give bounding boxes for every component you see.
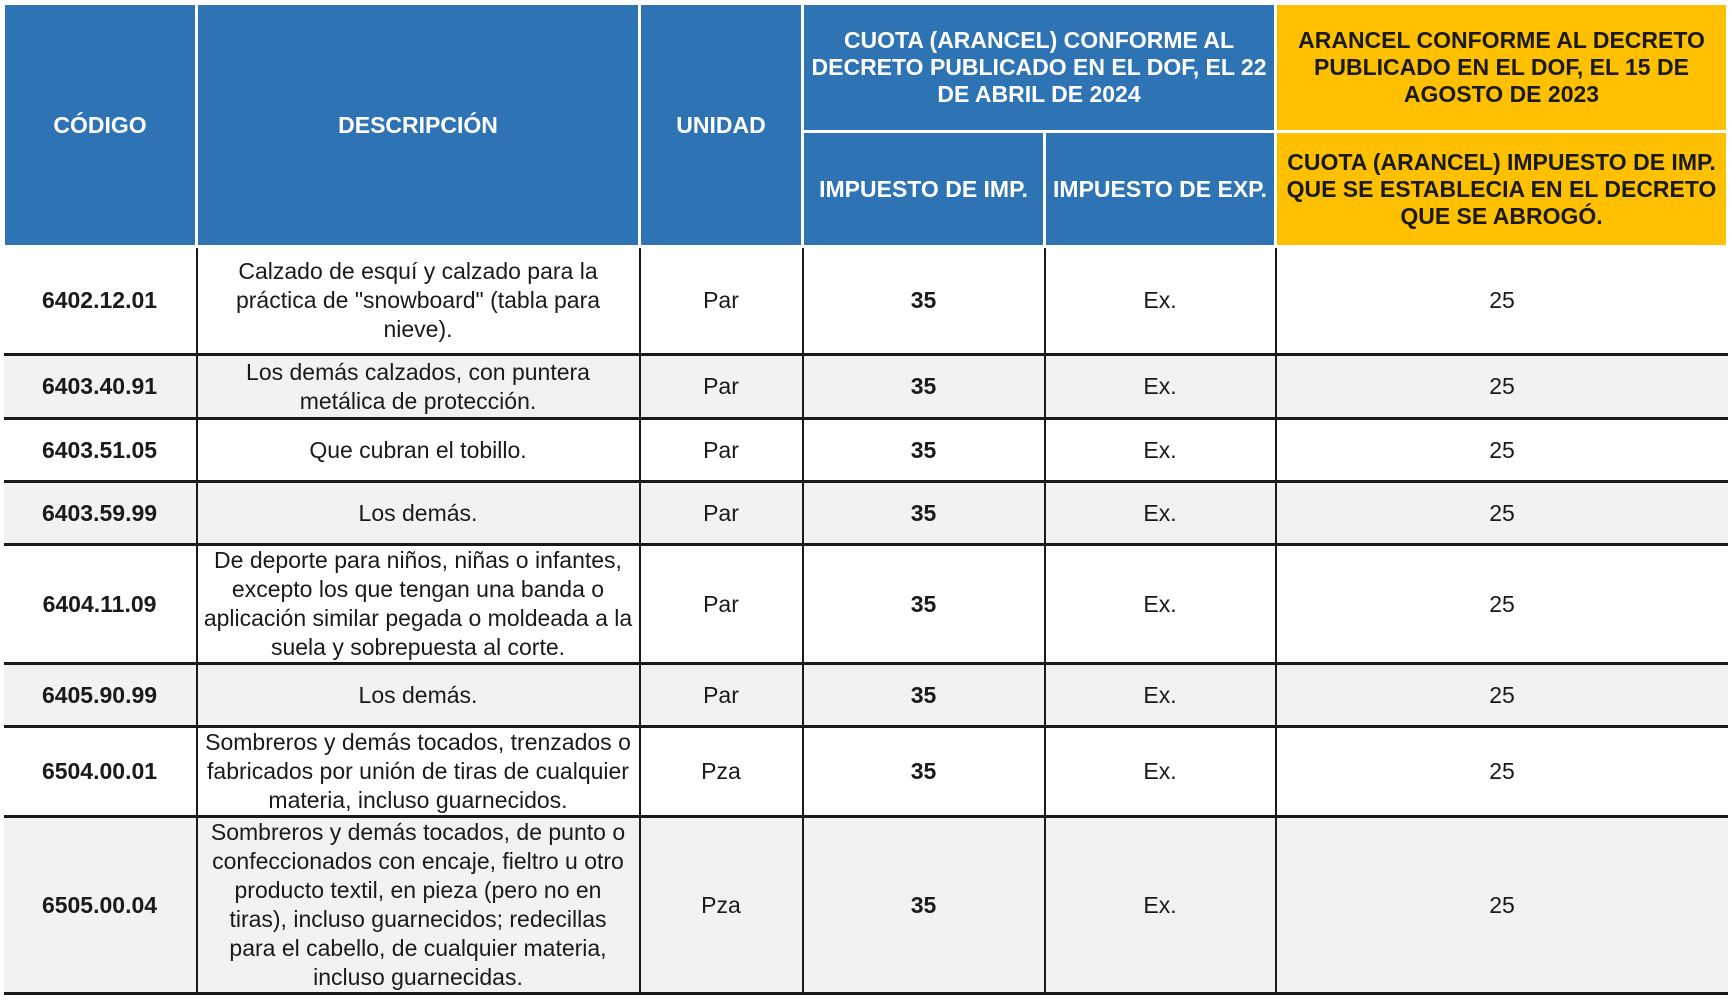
cell-descripcion: Sombreros y demás tocados, trenzados o fabricados por unión de tiras de cualquier materia, incluso guarnecidos. [197, 727, 640, 817]
table-row [4, 817, 1728, 994]
cell-descripcion: Los demás. [197, 482, 640, 545]
cell-unidad: Pza [640, 817, 803, 994]
cell-impuesto-exp: Ex. [1045, 482, 1276, 545]
cell-unidad: Par [640, 247, 803, 355]
cell-descripcion: De deporte para niños, niñas o infantes, excepto los que tengan una banda o aplicación similar pegada o moldeada a la suela y sobrepuesta al corte. [197, 545, 640, 664]
cell-impuesto-imp: 35 [803, 419, 1045, 482]
cell-codigo: 6402.12.01 [4, 247, 197, 355]
header-unidad: UNIDAD [640, 4, 803, 247]
table-body [4, 247, 1728, 994]
cell-unidad: Par [640, 482, 803, 545]
cell-unidad: Par [640, 355, 803, 419]
cell-cuota-abrogado: 25 [1276, 817, 1728, 994]
cell-cuota-abrogado: 25 [1276, 355, 1728, 419]
cell-impuesto-imp: 35 [803, 482, 1045, 545]
table-row [4, 419, 1728, 482]
cell-cuota-abrogado: 25 [1276, 419, 1728, 482]
cell-descripcion: Que cubran el tobillo. [197, 419, 640, 482]
cell-descripcion: Calzado de esquí y calzado para la práctica de "snowboard" (tabla para nieve). [197, 247, 640, 355]
table-header [4, 4, 1728, 247]
header-codigo: CÓDIGO [4, 4, 197, 247]
cell-impuesto-exp: Ex. [1045, 545, 1276, 664]
cell-impuesto-exp: Ex. [1045, 247, 1276, 355]
cell-unidad: Par [640, 664, 803, 727]
header-cuota-abrogado: CUOTA (ARANCEL) IMPUESTO DE IMP. QUE SE ESTABLECIA EN EL DECRETO QUE SE ABROGÓ. [1276, 132, 1728, 247]
header-impuesto-exp: IMPUESTO DE EXP. [1045, 132, 1276, 247]
cell-cuota-abrogado: 25 [1276, 727, 1728, 817]
header-impuesto-imp: IMPUESTO DE IMP. [803, 132, 1045, 247]
cell-impuesto-exp: Ex. [1045, 419, 1276, 482]
cell-impuesto-exp: Ex. [1045, 664, 1276, 727]
table-row [4, 727, 1728, 817]
cell-codigo: 6403.59.99 [4, 482, 197, 545]
tariff-table [2, 2, 1729, 995]
cell-impuesto-imp: 35 [803, 355, 1045, 419]
cell-descripcion: Los demás calzados, con puntera metálica de protección. [197, 355, 640, 419]
header-row-1 [4, 4, 1728, 132]
cell-impuesto-exp: Ex. [1045, 817, 1276, 994]
cell-cuota-abrogado: 25 [1276, 545, 1728, 664]
header-descripcion: DESCRIPCIÓN [197, 4, 640, 247]
table-row [4, 545, 1728, 664]
header-arancel-2023: ARANCEL CONFORME AL DECRETO PUBLICADO EN EL DOF, EL 15 DE AGOSTO DE 2023 [1276, 4, 1728, 132]
cell-cuota-abrogado: 25 [1276, 482, 1728, 545]
cell-impuesto-imp: 35 [803, 664, 1045, 727]
table-row [4, 664, 1728, 727]
cell-unidad: Par [640, 545, 803, 664]
cell-codigo: 6505.00.04 [4, 817, 197, 994]
table-row [4, 355, 1728, 419]
table-row [4, 247, 1728, 355]
cell-codigo: 6504.00.01 [4, 727, 197, 817]
cell-unidad: Pza [640, 727, 803, 817]
cell-impuesto-imp: 35 [803, 817, 1045, 994]
cell-impuesto-imp: 35 [803, 545, 1045, 664]
cell-codigo: 6404.11.09 [4, 545, 197, 664]
header-cuota-2024: CUOTA (ARANCEL) CONFORME AL DECRETO PUBLICADO EN EL DOF, EL 22 DE ABRIL DE 2024 [803, 4, 1276, 132]
cell-impuesto-exp: Ex. [1045, 727, 1276, 817]
cell-codigo: 6405.90.99 [4, 664, 197, 727]
cell-impuesto-exp: Ex. [1045, 355, 1276, 419]
cell-codigo: 6403.40.91 [4, 355, 197, 419]
cell-unidad: Par [640, 419, 803, 482]
cell-descripcion: Sombreros y demás tocados, de punto o confeccionados con encaje, fieltro u otro producto textil, en pieza (pero no en tiras), incluso guarnecidos; redecillas para el cabello, de cualquier materia, incluso guarnecidas. [197, 817, 640, 994]
cell-descripcion: Los demás. [197, 664, 640, 727]
cell-impuesto-imp: 35 [803, 247, 1045, 355]
cell-cuota-abrogado: 25 [1276, 247, 1728, 355]
table-row [4, 482, 1728, 545]
cell-impuesto-imp: 35 [803, 727, 1045, 817]
cell-codigo: 6403.51.05 [4, 419, 197, 482]
cell-cuota-abrogado: 25 [1276, 664, 1728, 727]
